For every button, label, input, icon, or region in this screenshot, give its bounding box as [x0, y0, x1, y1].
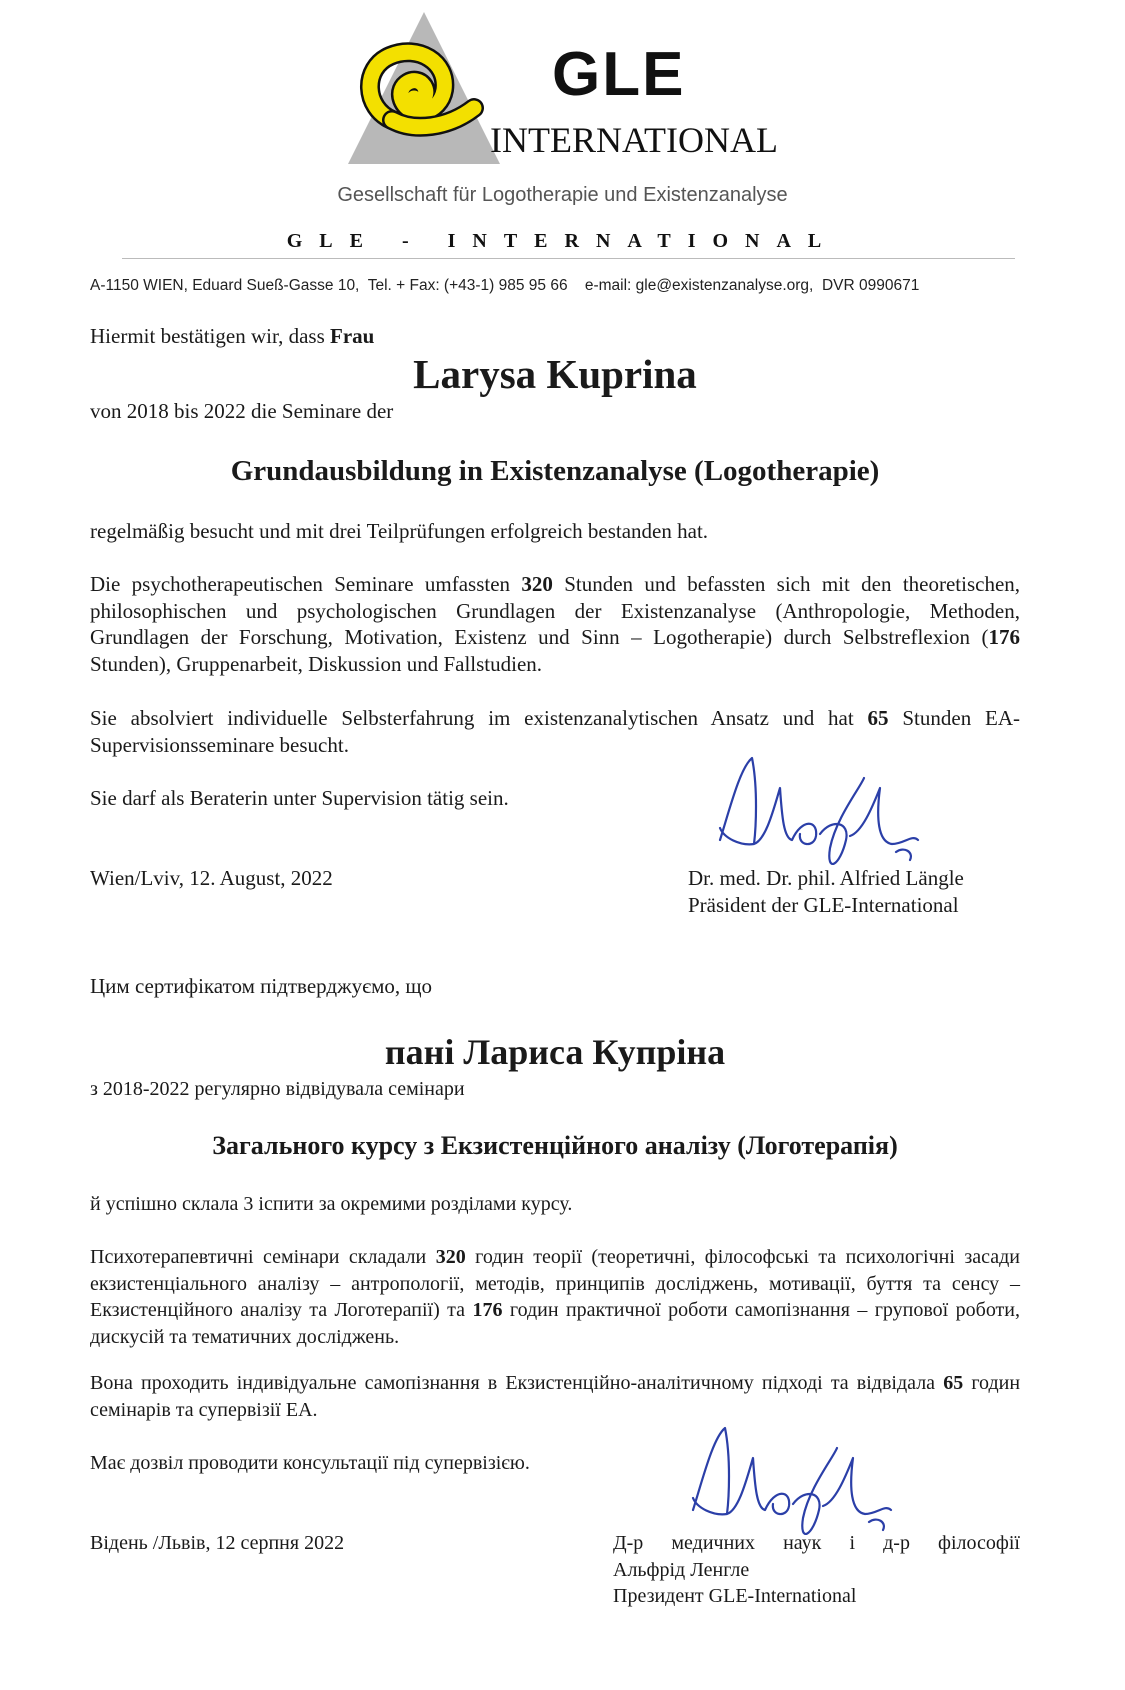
ukrainian-signer-title: Президент GLE-International	[613, 1585, 857, 1607]
german-signer-title: Präsident der GLE-International	[688, 892, 959, 917]
ukrainian-period: з 2018-2022 регулярно відвідувала семінари	[90, 1078, 465, 1100]
german-recipient-name: Larysa Kuprina	[413, 351, 697, 397]
german-signature	[700, 748, 960, 878]
german-p1-hours: 320	[521, 572, 553, 596]
german-intro	[90, 323, 990, 350]
ukrainian-recipient-name: пані Лариса Купріна	[384, 1032, 726, 1072]
ukrainian-p1-text-a: Психотерапевтичні семінари складали	[90, 1246, 427, 1268]
german-period: von 2018 bis 2022 die Seminare der	[90, 399, 394, 423]
ukrainian-p2-hours: 65	[943, 1372, 964, 1394]
ukrainian-place-date: Відень /Львів, 12 серпня 2022	[90, 1532, 345, 1554]
logo	[330, 8, 830, 188]
german-course-title: Grundausbildung in Existenzanalyse (Logotherapie)	[230, 455, 880, 487]
ukrainian-p1-hours: 320	[435, 1246, 466, 1268]
logo-brand: GLE	[552, 40, 686, 109]
german-signer	[688, 865, 1068, 918]
german-intro-text: Hiermit bestätigen wir, dass	[90, 324, 325, 348]
german-intro-title: Frau	[330, 324, 375, 348]
logo-subtitle: INTERNATIONAL	[490, 120, 778, 160]
ukrainian-paragraph-2	[90, 1370, 1020, 1423]
logo-tagline: Gesellschaft für Logotherapie und Existenzanalyse	[337, 184, 788, 206]
ukrainian-signer-degree: Д-р медичних наук і д-р філософії	[613, 1532, 1020, 1554]
logo-emblem	[344, 8, 504, 168]
ukrainian-course-title: Загального курсу з Екзистенційного аналізу (Логотерапія)	[212, 1131, 898, 1160]
german-p2-text-b: Stunden EA-Supervisionsseminare besucht.	[90, 706, 1021, 757]
ukrainian-p1-self-hours: 176	[472, 1299, 503, 1321]
ukrainian-permission: Має дозвіл проводити консультації під супервізією.	[90, 1452, 530, 1474]
german-p1-text-b: Stunden und befassten sich mit den theoretischen, philosophischen und psychologischen Grundlagen der Existenzanalyse (Anthropologie, Methoden, Grundlagen der Forschung, Motivation, Existenz und Sinn – Logotherapie) durch Selbstreflexion (	[90, 572, 1021, 649]
ukrainian-signer-name: Альфрід Ленгле	[613, 1558, 750, 1581]
german-place-date: Wien/Lviv, 12. August, 2022	[90, 866, 333, 890]
ukrainian-passed: й успішно склала 3 іспити за окремими розділами курсу.	[90, 1193, 573, 1215]
ukrainian-intro: Цим сертифікатом підтверджуємо, що	[90, 974, 433, 998]
ukrainian-p2-text-b: годин семінарів та супервізії ЕА.	[90, 1372, 1021, 1421]
german-signer-name: Dr. med. Dr. phil. Alfried Längle	[688, 866, 964, 890]
german-p2-text-a: Sie absolviert individuelle Selbsterfahrung im existenzanalytischen Ansatz und hat	[90, 706, 854, 730]
german-p1-self-hours: 176	[988, 625, 1020, 649]
german-p1-text-a: Die psychotherapeutischen Seminare umfassten	[90, 572, 511, 596]
german-paragraph-1	[90, 571, 1020, 677]
ukrainian-paragraph-1	[90, 1244, 1020, 1350]
ukrainian-signer	[613, 1530, 1020, 1610]
address-line: A-1150 WIEN, Eduard Sueß-Gasse 10, Tel. + Fax: (+43-1) 985 95 66 e-mail: gle@existenzanalyse.org, DVR 0990671	[90, 277, 920, 294]
ukrainian-p1-text-c: годин практичної роботи самопізнання – групової роботи, дискусій та тематичних досліджень.	[90, 1299, 1020, 1348]
header-divider	[122, 258, 1015, 259]
german-p2-hours: 65	[867, 706, 889, 730]
german-permission: Sie darf als Beraterin unter Supervision tätig sein.	[90, 786, 509, 810]
german-passed: regelmäßig besucht und mit drei Teilprüfungen erfolgreich bestanden hat.	[90, 519, 709, 543]
ukrainian-p1-text-b: годин теорії (теоретичні, філософські та психологічні засади екзистенціального аналізу – антропології, методів, принципів досліджень, мотивації, буття та сенсу – Екзистенційного аналізу та Логотерапії) та	[90, 1246, 1021, 1321]
german-p1-text-c: Stunden), Gruppenarbeit, Diskussion und Fallstudien.	[90, 651, 543, 676]
logo-spaced-name: GLE - INTERNATIONAL	[286, 230, 839, 252]
ukrainian-signature	[668, 1418, 938, 1548]
ukrainian-p2-text-a: Вона проходить індивідуальне самопізнання в Екзистенційно-аналітичному підході та відвідала	[90, 1372, 936, 1394]
